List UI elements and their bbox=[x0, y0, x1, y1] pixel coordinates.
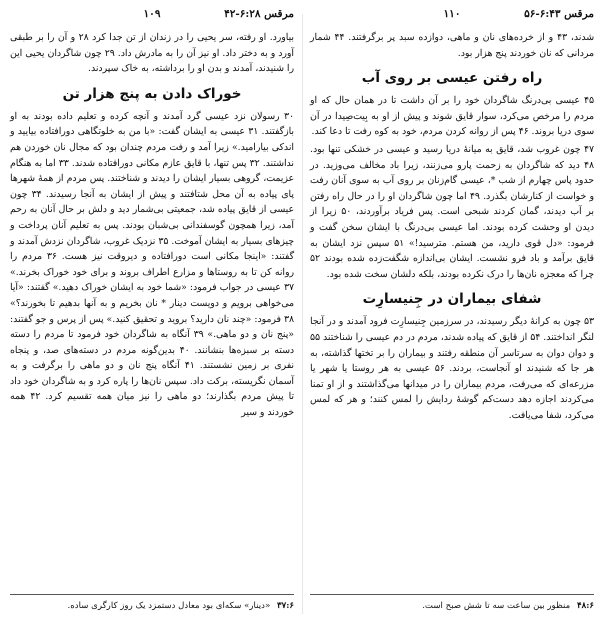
footnote-ref: ۳۷:۶ bbox=[276, 601, 294, 611]
footnote-ref: ۴۸:۶ bbox=[576, 601, 594, 611]
section-heading: خوراک دادن به پنج هزار تن bbox=[62, 85, 242, 102]
page-content bbox=[10, 30, 294, 423]
paragraph: شدند، ۴۳ و از خرده‌های نان و ماهی، دوازده سبد پر برگرفتند. ۴۴ شمار مردانی که نان خوردند پنج هزار بود. bbox=[310, 32, 595, 59]
running-title: مرقس ۶:۴۳-۵۶ bbox=[524, 8, 594, 20]
running-head bbox=[308, 8, 596, 26]
running-title: مرقس ۶:۲۸-۴۲ bbox=[224, 8, 294, 20]
footnote-text: «دینار» سکه‌ای بود معادل دستمزد یک روز کارگری ساده. bbox=[67, 601, 271, 611]
paragraph: ۴۵ عیسی بی‌درنگ شاگردان خود را بر آن داشت تا در همان حال که او مردم را مرخص می‌کرد، سوار قایق شوند و پیش از او به بِیت‌صِیدا در آن سوی دریا بروند. ۴۶ پس از روانه کردن مردم، خود به کوه رفت تا دعا کند. bbox=[310, 95, 594, 138]
page-number: ۱۱۰ bbox=[443, 8, 461, 20]
right-page bbox=[308, 0, 596, 626]
paragraph: ۳۰ رسولان نزد عیسی گرد آمدند و آنچه کرده و تعلیم داده بودند به او بازگفتند. ۳۱ عیسی به ایشان گفت: «با من به خلوتگاهی دورافتاده بیایید و اندکی بیارامید.» زیرا آمد و رفت مردم چندان بود که مجال نان خوردن هم نداشتند. ۳۲ پس تنها، با قایق عازم مکانی دورافتاده شدند. ۳۳ اما به هنگام عزیمت، گروهی بسیار ایشان را دیدند و شناختند. پس مردم از همهٔ شهرها پای پیاده به آن محل شتافتند و پیش از ایشان به آنجا رسیدند. ۳۴ چون عیسی از قایق پیاده شد، جمعیتی بی‌شمار دید و دلش بر حال آنان به رحم آمد، زیرا همچون گوسفندانی بی‌شبان بودند. پس به تعلیم آنان پرداخت و چیزهای بسیار به ایشان آموخت. ۳۵ نزدیک غروب، شاگردان نزدش آمدند و گفتند: «اینجا مکانی است دورافتاده و دیروقت نیز هست. ۳۶ مردم را روانه کن تا به روستاها و مزارع اطراف بروند و برای خود خوراک بخرند.» ۳۷ عیسی در جواب فرمود: «شما خود به ایشان خوراک دهید.» گفتند: «آیا می‌خواهی برویم و دویست دینار * نان بخریم و به آنها بدهیم تا بخورند؟» ۳۸ فرمود: «چند نان دارید؟ بروید و تحقیق کنید.» پس از پرس و جو گفتند: «پنج نان و دو ماهی.» ۳۹ آنگاه به شاگردان خود فرمود تا مردم را دسته دسته بر سبزه‌ها بنشانند. ۴۰ بدین‌گونه مردم در دسته‌های صد، و پنجاه نفری بر زمین نشستند. ۴۱ آنگاه پنج نان و دو ماهی را برگرفت و به آسمان نگریسته، برکت داد. سپس نان‌ها را پاره کرد و به شاگردان خود داد تا پیش مردم بگذارند؛ دو ماهی را نیز میان همه تقسیم کرد. ۴۲ همه خوردند و سیر bbox=[10, 110, 295, 419]
section-heading: شفای بیماران در جِنیسارِت bbox=[362, 291, 542, 308]
paragraph: بیاورد. او رفته، سر یحیی را در زندان از تن جدا کرد ۲۸ و آن را بر طبقی آورد و به دختر داد. او نیز آن را به مادرش داد. ۲۹ چون شاگردان یحیی این را شنیدند، آمدند و بدن او را برداشته، به خاک سپردند. bbox=[10, 32, 294, 75]
footnote bbox=[10, 600, 294, 612]
footnote-rule bbox=[310, 594, 594, 595]
section-heading: راه رفتن عیسی بر روی آب bbox=[361, 70, 543, 87]
footnote bbox=[310, 600, 594, 612]
footnote-rule bbox=[10, 594, 294, 595]
page-content bbox=[310, 30, 594, 425]
paragraph: ۴۷ چون غروب شد، قایق به میانهٔ دریا رسید و عیسی در خشکی تنها بود. ۴۸ دید که شاگردان به زحمت پارو می‌زنند، زیرا باد مخالف می‌وزید. در حدود پاس چهارم از شب *، عیسی گام‌زنان بر روی آب به سوی آنان رفت و خواست از کنارشان بگذرد. ۴۹ اما چون شاگردان او را در حال راه رفتن بر آب دیدند، گمان کردند شبحی است. پس فریاد برآوردند، ۵۰ زیرا از دیدن او وحشت کرده بودند. اما عیسی بی‌درنگ با ایشان سخن گفت و فرمود: «دل قوی دارید، من هستم. مترسید!» ۵۱ سپس نزد ایشان به قایق برآمد و باد فرو نشست. ایشان بی‌اندازه شگفت‌زده شده بودند ۵۲ چرا که معجزه نان‌ها را درک نکرده بودند، بلکه دلشان سخت شده بود. bbox=[310, 143, 594, 280]
running-head bbox=[8, 8, 296, 26]
paragraph: ۵۳ چون به کرانهٔ دیگر رسیدند، در سرزمین جِنیسارِت فرود آمدند و در آنجا لنگر انداختند. ۵۴ از قایق که پیاده شدند، مردم در دم عیسی را شناختند ۵۵ و دوان دوان به سرتاسر آن منطقه رفتند و بیماران را بر تختها گذاشته، به هر جا که شنیدند او آنجاست، بردند. ۵۶ عیسی به هر روستا یا شهر یا مزرعه‌ای که می‌رفت، مردم بیماران را در میدانها می‌گذاشتند و از او تمنا می‌کردند اجازه دهد دست‌کم گوشهٔ ردایش را لمس کنند؛ و هر که لمس می‌کرد، شفا می‌یافت. bbox=[310, 316, 594, 421]
footnote-text: منظور بین ساعت سه تا شش صبح است. bbox=[422, 601, 571, 611]
left-page bbox=[8, 0, 296, 626]
page-number: ۱۰۹ bbox=[143, 8, 161, 20]
gutter-divider bbox=[302, 14, 303, 614]
